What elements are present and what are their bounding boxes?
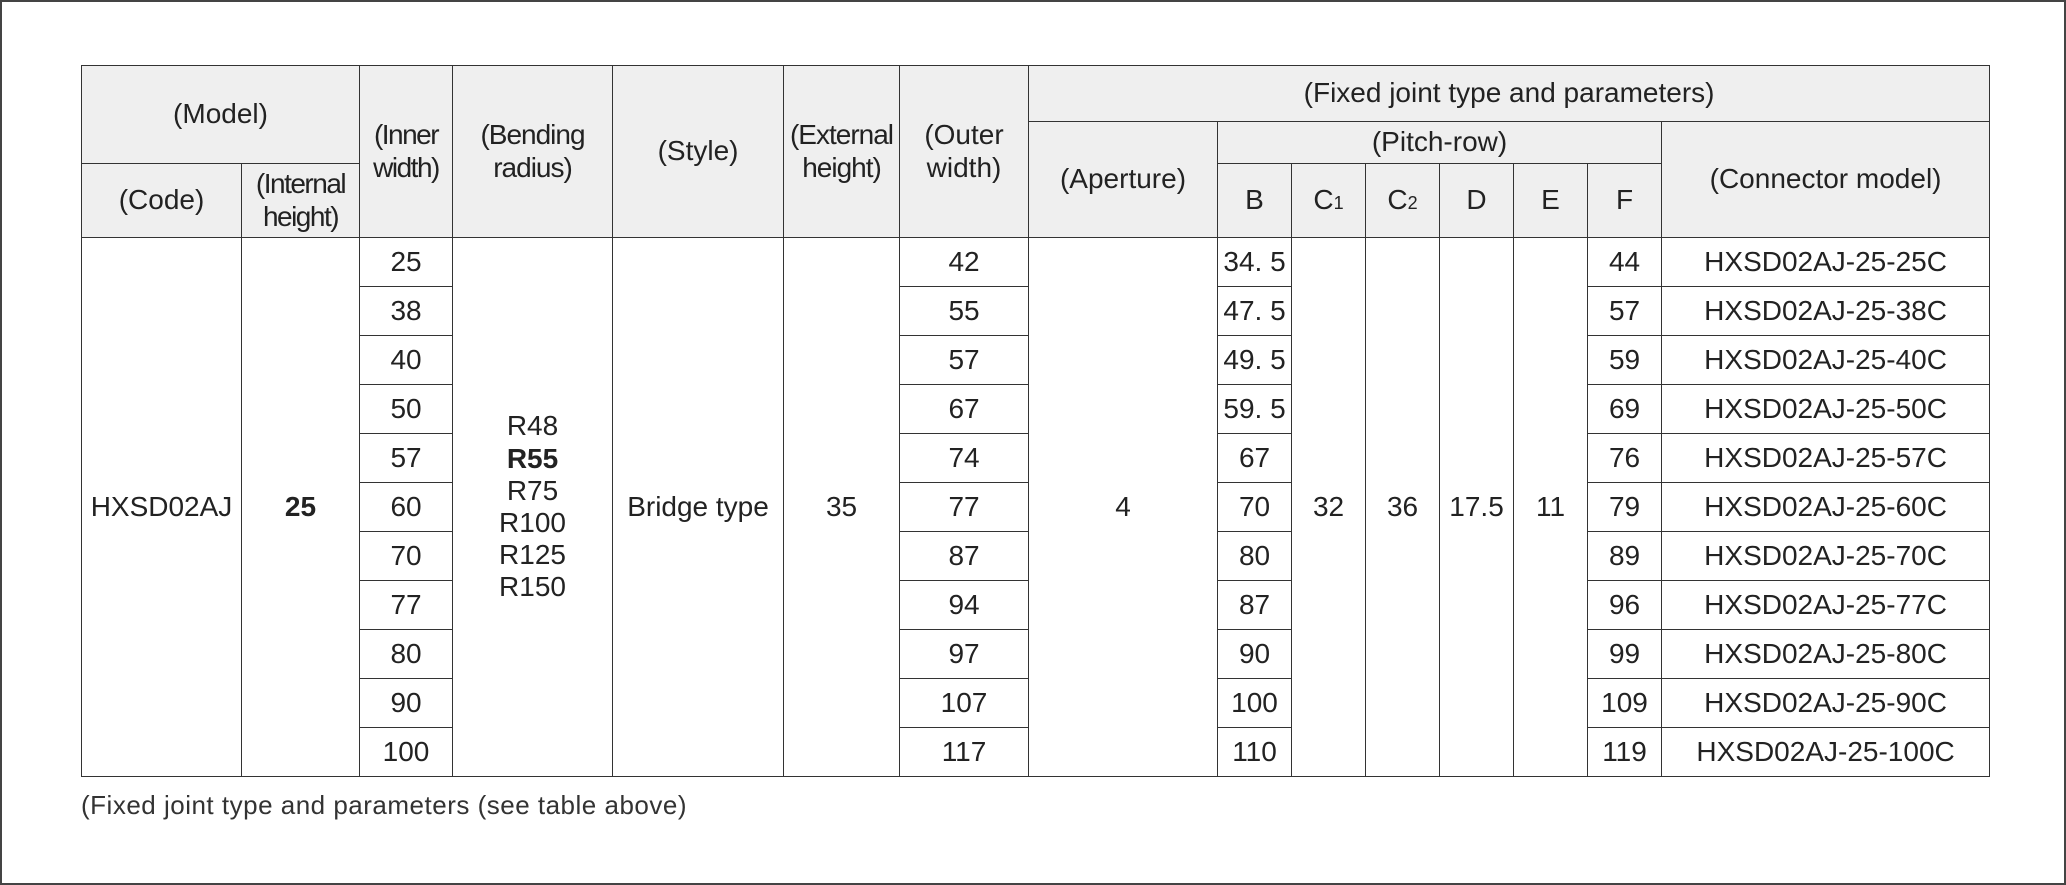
inner-width-cell: 40 xyxy=(360,336,453,385)
b-cell: 49. 5 xyxy=(1218,336,1292,385)
connector-model-header: (Connector model) xyxy=(1662,122,1990,238)
b-cell: 100 xyxy=(1218,679,1292,728)
f-cell: 44 xyxy=(1588,238,1662,287)
aperture-cell: 4 xyxy=(1029,238,1218,777)
f-cell: 79 xyxy=(1588,483,1662,532)
f-cell: 89 xyxy=(1588,532,1662,581)
code-cell: HXSD02AJ xyxy=(82,238,242,777)
connector-model-cell: HXSD02AJ-25-60C xyxy=(1662,483,1990,532)
e-cell: 11 xyxy=(1514,238,1588,777)
c1-letter: C xyxy=(1313,184,1334,216)
f-cell: 76 xyxy=(1588,434,1662,483)
bending-radius-value: R55 xyxy=(506,442,559,474)
c2-subscript: 2 xyxy=(1407,193,1418,214)
connector-model-cell: HXSD02AJ-25-38C xyxy=(1662,287,1990,336)
outer-width-cell: 97 xyxy=(900,630,1029,679)
inner-width-cell: 90 xyxy=(360,679,453,728)
style-header: (Style) xyxy=(613,66,784,238)
c1-cell: 32 xyxy=(1292,238,1366,777)
b-cell: 67 xyxy=(1218,434,1292,483)
c1-header xyxy=(1292,164,1366,238)
footnote: (Fixed joint type and parameters (see table above) xyxy=(81,790,687,820)
connector-model-cell: HXSD02AJ-25-90C xyxy=(1662,679,1990,728)
outer-width-cell: 67 xyxy=(900,385,1029,434)
b-cell: 110 xyxy=(1218,728,1292,777)
d-header: D xyxy=(1440,164,1514,238)
outer-width-cell: 57 xyxy=(900,336,1029,385)
outer-width-header: (Outer width) xyxy=(900,66,1029,238)
connector-model-cell: HXSD02AJ-25-100C xyxy=(1662,728,1990,777)
connector-model-cell: HXSD02AJ-25-80C xyxy=(1662,630,1990,679)
table-row xyxy=(82,238,1990,287)
inner-width-cell: 77 xyxy=(360,581,453,630)
outer-width-cell: 77 xyxy=(900,483,1029,532)
outer-width-cell: 117 xyxy=(900,728,1029,777)
c2-header xyxy=(1366,164,1440,238)
b-cell: 34. 5 xyxy=(1218,238,1292,287)
aperture-header: (Aperture) xyxy=(1029,122,1218,238)
inner-width-header: (Inner width) xyxy=(360,66,453,238)
model-header: (Model) xyxy=(82,66,360,164)
bending-radius-value: R100 xyxy=(499,507,566,538)
c2-cell: 36 xyxy=(1366,238,1440,777)
inner-width-cell: 100 xyxy=(360,728,453,777)
f-cell: 99 xyxy=(1588,630,1662,679)
b-cell: 80 xyxy=(1218,532,1292,581)
f-cell: 69 xyxy=(1588,385,1662,434)
code-header: (Code) xyxy=(82,164,242,238)
f-header: F xyxy=(1588,164,1662,238)
f-cell: 109 xyxy=(1588,679,1662,728)
inner-width-cell: 70 xyxy=(360,532,453,581)
f-cell: 96 xyxy=(1588,581,1662,630)
inner-width-cell: 80 xyxy=(360,630,453,679)
outer-width-cell: 107 xyxy=(900,679,1029,728)
b-cell: 90 xyxy=(1218,630,1292,679)
f-cell: 57 xyxy=(1588,287,1662,336)
connector-model-cell: HXSD02AJ-25-70C xyxy=(1662,532,1990,581)
inner-width-cell: 57 xyxy=(360,434,453,483)
connector-model-cell: HXSD02AJ-25-77C xyxy=(1662,581,1990,630)
b-header: B xyxy=(1218,164,1292,238)
connector-model-cell: HXSD02AJ-25-40C xyxy=(1662,336,1990,385)
bending-radius-header: (Bending radius) xyxy=(453,66,613,238)
c1-subscript: 1 xyxy=(1333,193,1344,214)
internal-height-header: (Internal height) xyxy=(242,164,360,238)
bending-radius-cell xyxy=(453,238,613,777)
c2-letter: C xyxy=(1387,184,1408,216)
connector-model-cell: HXSD02AJ-25-57C xyxy=(1662,434,1990,483)
inner-width-cell: 38 xyxy=(360,287,453,336)
b-cell: 87 xyxy=(1218,581,1292,630)
spec-table xyxy=(81,65,1990,777)
b-cell: 47. 5 xyxy=(1218,287,1292,336)
outer-width-cell: 42 xyxy=(900,238,1029,287)
outer-width-cell: 55 xyxy=(900,287,1029,336)
fixed-joint-header: (Fixed joint type and parameters) xyxy=(1029,66,1990,122)
connector-model-cell: HXSD02AJ-25-25C xyxy=(1662,238,1990,287)
bending-radius-value: R150 xyxy=(499,571,566,603)
outer-width-cell: 87 xyxy=(900,532,1029,581)
e-header: E xyxy=(1514,164,1588,238)
b-cell: 70 xyxy=(1218,483,1292,532)
pitch-row-header: (Pitch-row) xyxy=(1218,122,1662,164)
outer-width-cell: 74 xyxy=(900,434,1029,483)
d-cell: 17.5 xyxy=(1440,238,1514,777)
bending-radius-value: R125 xyxy=(499,539,566,571)
connector-model-cell: HXSD02AJ-25-50C xyxy=(1662,385,1990,434)
bending-radius-value: R75 xyxy=(506,474,559,506)
inner-width-cell: 25 xyxy=(360,238,453,287)
inner-width-cell: 50 xyxy=(360,385,453,434)
inner-width-cell: 60 xyxy=(360,483,453,532)
style-cell: Bridge type xyxy=(613,238,784,777)
f-cell: 119 xyxy=(1588,728,1662,777)
internal-height-cell: 25 xyxy=(242,238,360,777)
external-height-cell: 35 xyxy=(784,238,900,777)
b-cell: 59. 5 xyxy=(1218,385,1292,434)
outer-width-cell: 94 xyxy=(900,581,1029,630)
bending-radius-value: R48 xyxy=(506,410,559,442)
external-height-header: (External height) xyxy=(784,66,900,238)
f-cell: 59 xyxy=(1588,336,1662,385)
